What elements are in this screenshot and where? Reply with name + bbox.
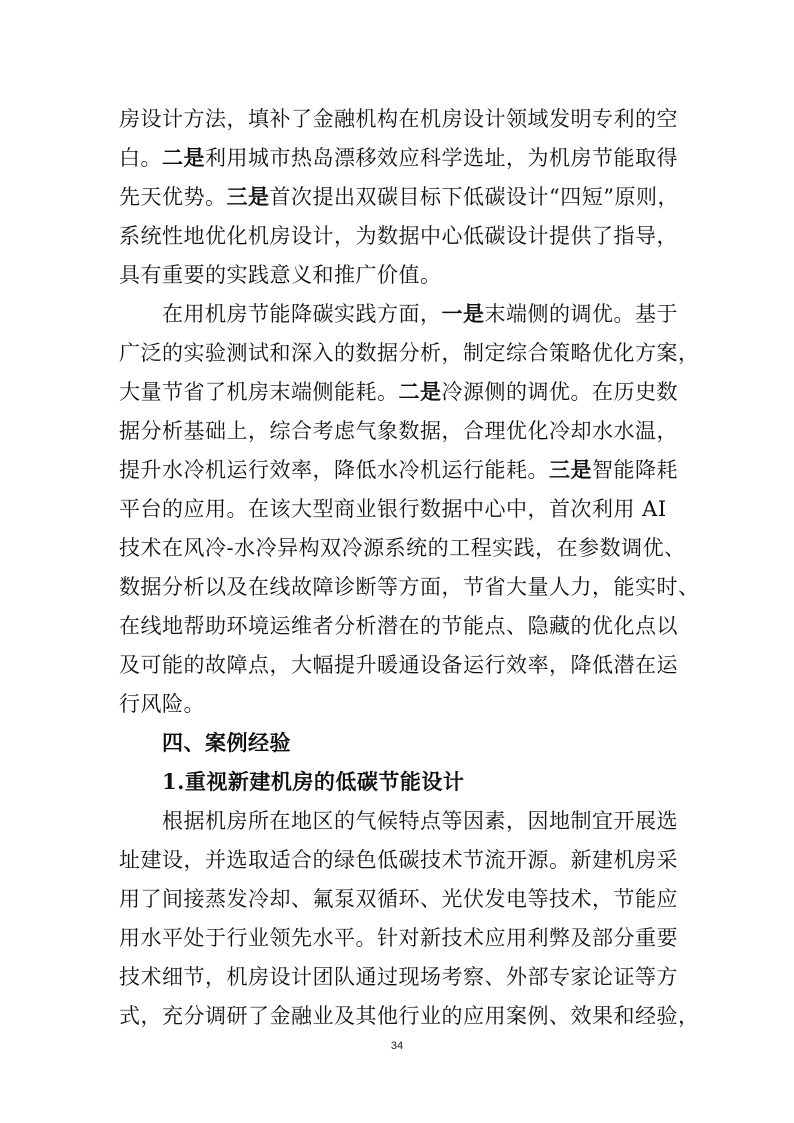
- text-run: 先天优势。: [119, 185, 227, 209]
- text-run: 据分析基础上，综合考虑气象数据，合理优化冷却水水温，: [119, 419, 678, 443]
- emphasis-text: 一是: [441, 301, 485, 326]
- emphasis-text: 二是: [162, 145, 205, 170]
- paragraph-line: [162, 297, 678, 331]
- text-run: 提升水冷机运行效率，降低水冷机运行能耗。: [119, 458, 549, 482]
- text-run: 房设计方法，填补了金融机构在机房设计领域发明专利的空: [119, 107, 678, 131]
- paragraph-line: [119, 453, 678, 487]
- text-run: 在线地帮助环境运维者分析潜在的节能点、隐藏的优化点以: [119, 614, 678, 638]
- paragraph-line: [119, 609, 678, 643]
- page-number: 34: [390, 1040, 404, 1052]
- text-run: 利用城市热岛漂移效应科学选址，为机房节能取得: [205, 146, 678, 170]
- subsection-heading: 1.重视新建机房的低碳节能设计: [162, 769, 465, 794]
- text-run: 式，充分调研了金融业及其他行业的应用案例、效果和经验，: [119, 1004, 700, 1028]
- paragraph-line: [119, 180, 679, 214]
- paragraph-line: [119, 843, 678, 877]
- paragraph-line: [119, 999, 700, 1033]
- emphasis-text: 二是: [398, 379, 442, 404]
- paragraph-line: [119, 102, 678, 136]
- text-run: 白。: [119, 146, 162, 170]
- text-run: 数据分析以及在线故障诊断等方面，节省大量人力，能实时、: [119, 575, 700, 599]
- text-run: 技术在风冷-水冷异构双冷源系统的工程实践，在参数调优、: [119, 536, 686, 560]
- paragraph-line: [119, 258, 442, 292]
- paragraph-line: [119, 570, 700, 604]
- paragraph-line: [119, 336, 700, 370]
- text-run: 智能降耗: [592, 458, 678, 482]
- paragraph-line: [119, 141, 678, 175]
- paragraph-line: [119, 648, 678, 682]
- paragraph-line: [119, 492, 667, 526]
- text-run: 在用机房节能降碳实践方面，: [162, 302, 442, 326]
- emphasis-text: 三是: [226, 184, 270, 209]
- paragraph-line: [119, 882, 678, 916]
- text-run: 具有重要的实践意义和推广价值。: [119, 263, 442, 287]
- section-heading: 四、案例经验: [162, 730, 291, 755]
- paragraph-line: [162, 804, 678, 838]
- paragraph-line: [119, 219, 678, 253]
- text-run: 系统性地优化机房设计，为数据中心低碳设计提供了指导，: [119, 224, 678, 248]
- text-run: 冷源侧的调优。在历史数: [441, 380, 678, 404]
- text-run: 用水平处于行业领先水平。针对新技术应用利弊及部分重要: [119, 926, 678, 950]
- emphasis-text: 三是: [549, 457, 592, 482]
- paragraph-line: [119, 414, 678, 448]
- text-run: 首次提出双碳目标下低碳设计“四短”原则，: [269, 185, 679, 209]
- text-run: 技术细节，机房设计团队通过现场考察、外部专家论证等方: [119, 965, 678, 989]
- text-run: 及可能的故障点，大幅提升暖通设备运行效率，降低潜在运: [119, 653, 678, 677]
- paragraph-line: [119, 921, 678, 955]
- text-run: 末端侧的调优。基于: [484, 302, 678, 326]
- text-run: 根据机房所在地区的气候特点等因素，因地制宜开展选: [162, 809, 678, 833]
- paragraph-line: [119, 531, 686, 565]
- text-run: 大量节省了机房末端侧能耗。: [119, 380, 399, 404]
- text-run: 址建设，并选取适合的绿色低碳技术节流开源。新建机房采: [119, 848, 678, 872]
- paragraph-line: [119, 375, 678, 409]
- paragraph-line: [119, 960, 678, 994]
- paragraph-line: [119, 687, 205, 721]
- text-run: 平台的应用。在该大型商业银行数据中心中，首次利用 AI: [119, 497, 667, 521]
- text-run: 行风险。: [119, 692, 205, 716]
- text-run: 广泛的实验测试和深入的数据分析，制定综合策略优化方案，: [119, 341, 700, 365]
- text-run: 用了间接蒸发冷却、氟泵双循环、光伏发电等技术，节能应: [119, 887, 678, 911]
